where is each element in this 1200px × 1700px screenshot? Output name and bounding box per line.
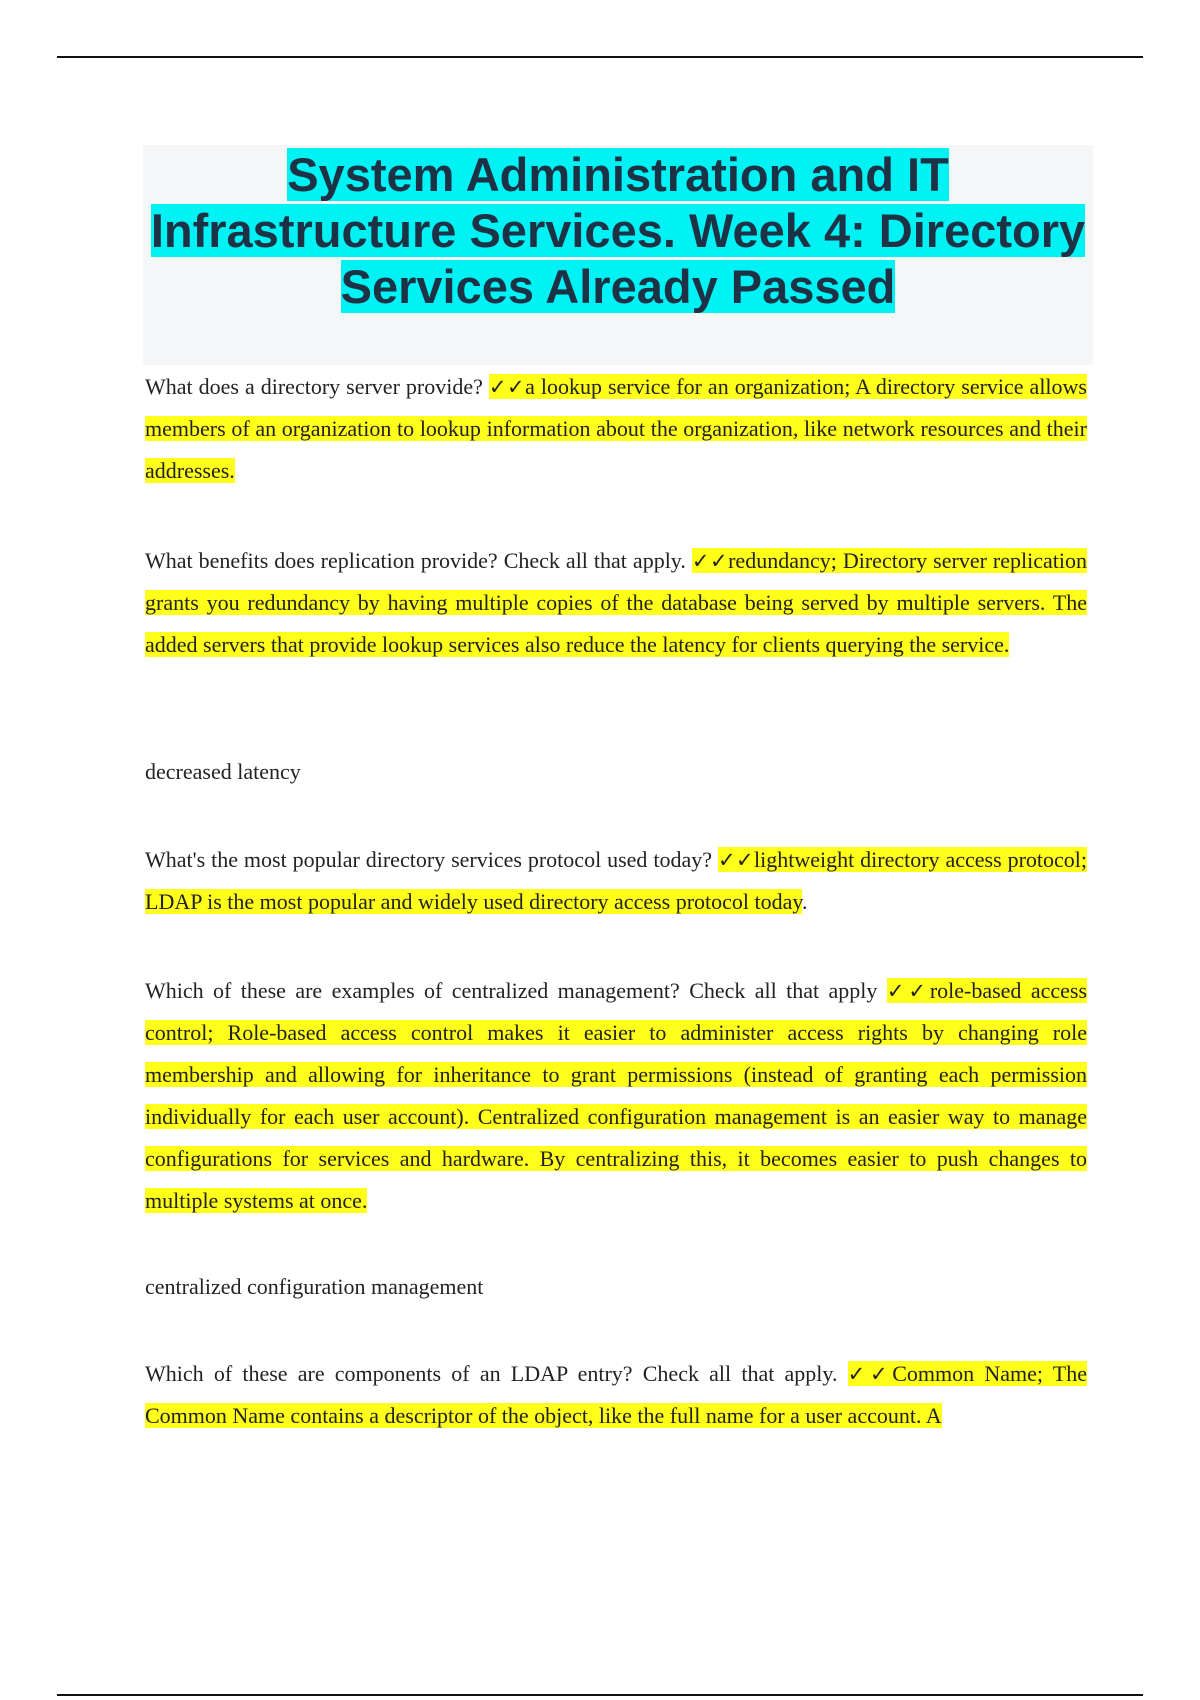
check-mark-icon: ✓✓	[488, 375, 526, 399]
check-mark-icon: ✓✓	[717, 848, 754, 872]
answer-4: role-based access control; Role-based access control makes it easier to administer access rights by changing role membership and allowing for inheritance to grant permissions (instead of granting each permission individually for each user account). Centralized configuration management is an easier way to manage configurations for services and hardware. By centralizing this, it becomes easier to push changes to multiple systems at once.	[145, 978, 1088, 1213]
answer-2: redundancy; Directory server replication grants you redundancy by having multiple copies of the database being served by multiple servers. The added servers that provide lookup services also reduce the latency for clients querying the service.	[145, 548, 1087, 657]
bottom-rule	[57, 1694, 1143, 1696]
check-mark-icon: ✓✓	[847, 1362, 893, 1386]
answer-5: Common Name; The Common Name contains a descriptor of the object, like the full name for a user account. A	[145, 1361, 1087, 1428]
question-3: What's the most popular directory services protocol used today?	[145, 847, 718, 872]
answer-3: lightweight directory access protocol; LDAP is the most popular and widely used directory access protocol today	[145, 847, 1087, 914]
qa-item-3	[145, 839, 1087, 923]
qa-item-5	[145, 1353, 1087, 1437]
answer-4-highlight	[145, 978, 1087, 1213]
extra-option-1: decreased latency	[145, 759, 301, 784]
top-rule	[57, 56, 1143, 58]
check-mark-icon: ✓✓	[886, 979, 930, 1003]
check-mark-icon: ✓✓	[691, 549, 729, 573]
qa-item-1	[145, 366, 1087, 492]
document-title	[143, 147, 1093, 315]
question-2: What benefits does replication provide? Check all that apply.	[145, 548, 692, 573]
question-4: Which of these are examples of centralized management? Check all that apply	[145, 978, 887, 1003]
title-highlight: System Administration and IT Infrastructure Services. Week 4: Directory Services Already Passed	[150, 148, 1086, 313]
qa-item-2	[145, 540, 1087, 666]
question-5: Which of these are components of an LDAP entry? Check all that apply.	[145, 1361, 848, 1386]
answer-3-period: .	[802, 889, 808, 914]
qa-item-4	[145, 970, 1087, 1222]
question-1: What does a directory server provide?	[145, 374, 489, 399]
extra-option-2: centralized configuration management	[145, 1274, 484, 1299]
answer-1: a lookup service for an organization; A directory service allows members of an organization to lookup information about the organization, like network resources and their addresses.	[145, 374, 1087, 483]
